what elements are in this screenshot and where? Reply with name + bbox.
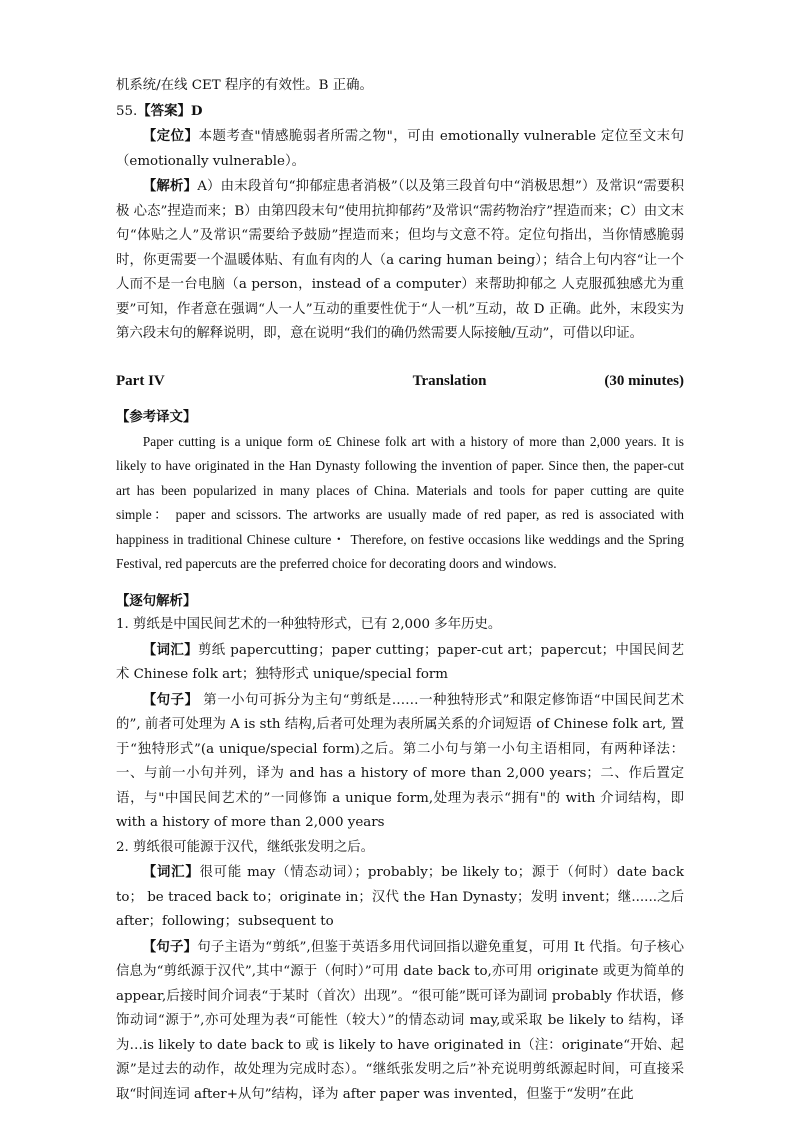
intro-line: 机系统/在线 CET 程序的有效性。B 正确。 [116, 78, 373, 93]
part-title: Translation [412, 372, 487, 389]
q55-number: 55. [116, 103, 138, 119]
part-header [116, 369, 684, 394]
s1-sentence [116, 688, 684, 836]
s2-vocab-text: 很可能 may（情态动词）；probably；be likely to；源于（何时）date back to； be traced back to；originate in；汉代 the Han Dynasty；发明 invent；继......之后 after；following；subsequent to [116, 865, 684, 929]
reference-text: Paper cutting is a unique form o£ Chinese folk art with a history of more than 2,000 years. It is likely to have originated in the Han Dynasty following the invention of paper. Since then, the paper-cut art has been popularized in many places of China. Materials and tools for paper cutting are quite simple： paper and scissors. The artworks are usually made of red paper, as red is associated with happiness in traditional Chinese culture・ Therefore, on festive occasions like weddings and the Spring Festival, red papercuts are the preferred choice for decorating doors and windows. [116, 433, 684, 571]
reference-tag: 【参考译文】 [116, 409, 197, 425]
s2-sentence [116, 935, 684, 1108]
s2-vocab-tag: 【词汇】 [142, 864, 200, 880]
part-time: (30 minutes) [604, 372, 684, 389]
s1-sentence-text: 第一小句可拆分为主句“剪纸是……一种独特形式”和限定修饰语“中国民间艺术的”, 前者可处理为 A is sth 结构,后者可处理为表所属关系的介词短语 of Chinese folk art, 置于“独特形式”(a unique/special form)之后。第二小句与第一小句主语相同，有两种译法：一、与前一小句并列，译为 and has a history of more than 2,000 years；二、作后置定语，与"中国民间艺术的”一同修饰 a unique form,处理为表示“拥有"的 with 介词结构，即 with a history of more than 2,000 years [116, 692, 685, 830]
locate-text: 本题考查"情感脆弱者所需之物"，可由 emotionally vulnerable 定位至文末句（emotionally vulnerable）。 [116, 129, 684, 169]
q55-answer-line [116, 99, 684, 125]
part-label: Part IV [116, 372, 165, 389]
s1-vocab [116, 638, 684, 688]
s2-sentence-text: 句子主语为“剪纸”,但鉴于英语多用代词回指以避免重复，可用 It 代指。句子核心信息为“剪纸源于汉代”,其中“源于（何时）”可用 date back to,亦可用 originate 或更为简单的 appear,后接时间介词表“于某时（首次）出现”。“很可能”既可译为副词 probably 作状语，修饰动词“源于”,亦可处理为表“可能性（较大）”的情态动词 may,或采取 be likely to 结构，译为…is likely to date back to 或 is likely to have originated in（注：originate“开始、起源”是过去的动作，故处理为完成时态）。“继纸张发明之后”补充说明剪纸源起时间，可直接采取“时间连词 after+从句”结构，译为 after paper was invented，但鉴于“发明”在此 [116, 939, 685, 1102]
s1-vocab-tag: 【词汇】 [142, 641, 198, 658]
q55-locate [116, 124, 684, 174]
locate-tag: 【定位】 [142, 128, 199, 144]
document-page [116, 74, 684, 1107]
s1-title: 1. 剪纸是中国民间艺术的一种独特形式，已有 2,000 多年历史。 [116, 617, 502, 632]
q55-analysis [116, 174, 684, 347]
analysis-text: A）由末段首句“抑郁症患者消极”（以及第三段首句中“消极思想”）及常识“需要积极 心态”捏造而来；B）由第四段末句“使用抗抑郁药”及常识“需药物治疗”捏造而来；C）由文末句“体贴之人”及常识“需要给予鼓励”捏造而来；但均与文意不符。定位句指出，当你情感脆弱时，你更需要一个温暖体贴、有血有肉的人（a caring human being）；结合上句内容“让一个人而不是一台电脑（a person，instead of a computer）来帮助抑郁之 人克服孤独感尤为重要”可知，作者意在强调“人一人”互动的重要性优于“人一机”互动，故 D 正确。此外，末段实为第六段末句的解释说明，即，意在说明“我们的确仍然需要人际接触/互动”，可借以印证。 [116, 179, 685, 341]
answer-value: D [190, 102, 203, 119]
s2-sentence-tag: 【句子】 [142, 938, 198, 955]
s2-vocab [116, 860, 684, 935]
analysis-tag: 【解析】 [142, 178, 198, 194]
s1-vocab-text: 剪纸 papercutting；paper cutting；paper-cut art；papercut；中国民间艺术 Chinese folk art；独特形式 unique/special form [116, 642, 685, 682]
answer-tag: 【答案】 [137, 102, 191, 119]
s2-title: 2. 剪纸很可能源于汉代，继纸张发明之后。 [116, 839, 375, 855]
sentence-analysis-tag: 【逐句解析】 [116, 592, 197, 609]
s1-sentence-tag: 【句子】 [142, 691, 199, 708]
